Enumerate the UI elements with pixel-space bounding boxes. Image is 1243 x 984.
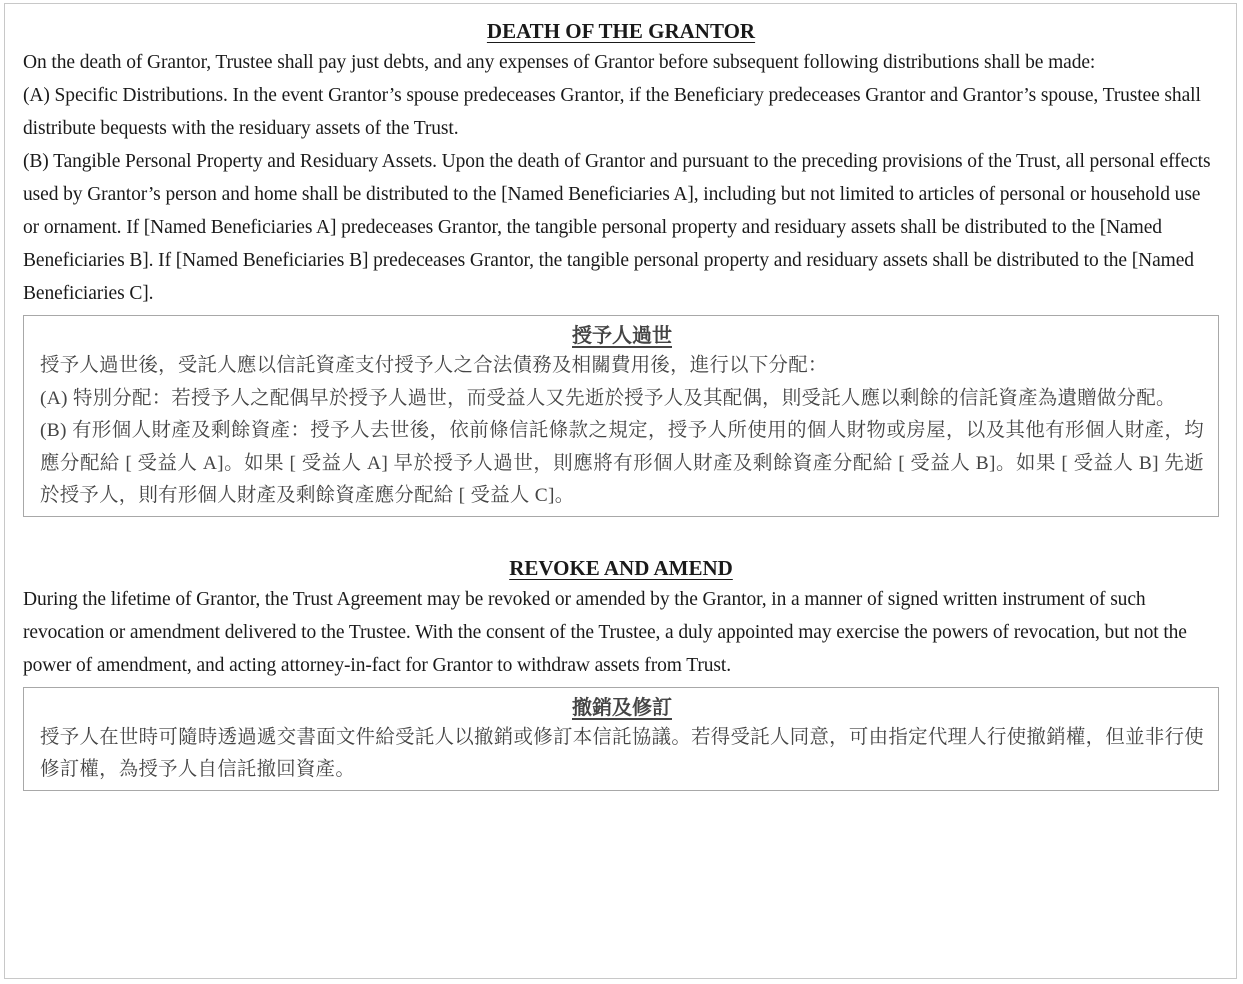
- translation-paragraph: 授予人在世時可隨時透過遞交書面文件給受託人以撤銷或修訂本信託協議。若得受託人同意，可由指定代理人行使撤銷權，但並非行使修訂權，為授予人自信託撤回資產。: [40, 726, 1204, 780]
- english-paragraph: During the lifetime of Grantor, the Trust Agreement may be revoked or amended by the Grantor, in a manner of signed written instrument of such revocation or amendment delivered to the Trustee. With the consent of the Trustee, a duly appointed may exercise the powers of revocation, but not the power of amendment, and acting attorney-in-fact for Grantor to withdraw assets from Trust.: [23, 588, 1187, 676]
- section-title: REVOKE AND AMEND: [509, 555, 733, 580]
- section-revoke-and-amend: [23, 553, 1219, 791]
- translation-paragraph: 授予人過世後，受託人應以信託資產支付授予人之合法債務及相關費用後，進行以下分配：: [40, 355, 828, 376]
- document-content: [23, 16, 1219, 791]
- section-title: DEATH OF THE GRANTOR: [486, 19, 756, 43]
- english-paragraph: (A) Specific Distributions. In the event Grantor’s spouse predeceases Grantor, if the Beneficiary predeceases Grantor and Grantor’s spouse, Trustee shall distribute bequests with the residuary assets of the Trust.: [23, 85, 1201, 139]
- translation-box: [23, 687, 1219, 791]
- translation-title: 撤銷及修訂: [572, 696, 672, 719]
- translation-title: 授予人過世: [572, 325, 672, 347]
- translation-paragraph: (A) 特別分配：若授予人之配偶早於授予人過世，而受益人又先逝於授予人及其配偶，則受託人應以剩餘的信託資產為遺贈做分配。: [40, 387, 1176, 409]
- section-death-of-grantor: [23, 16, 1219, 517]
- english-paragraph: (B) Tangible Personal Property and Residuary Assets. Upon the death of Grantor and pursuant to the preceding provisions of the Trust, all personal effects used by Grantor’s person and home shall be distributed to the [Named Beneficiaries A], including but not limited to articles of personal or household use or ornament. If [Named Beneficiaries A] predeceases Grantor, the tangible personal property and residuary assets shall be distributed to the [Named Beneficiaries B]. If [Named Beneficiaries B] predeceases Grantor, the tangible personal property and residuary assets shall be distributed to the [Named Beneficiaries C].: [23, 151, 1211, 304]
- translation-box: [23, 315, 1219, 517]
- english-paragraph: On the death of Grantor, Trustee shall pay just debts, and any expenses of Grantor before subsequent following distributions shall be made:: [23, 52, 1096, 73]
- section-spacer: [23, 517, 1219, 553]
- translation-paragraph: (B) 有形個人財產及剩餘資產：授予人去世後，依前條信託條款之規定，授予人所使用的個人財物或房屋，以及其他有形個人財產，均應分配給 [ 受益人 A]。如果 [ 受益人 A] 早於授予人過世，則應將有形個人財產及剩餘資產分配給 [ 受益人 B]。如果 [ 受益人 B] 先逝於授予人，則有形個人財產及剩餘資產應分配給 [ 受益人 C]。: [40, 420, 1204, 506]
